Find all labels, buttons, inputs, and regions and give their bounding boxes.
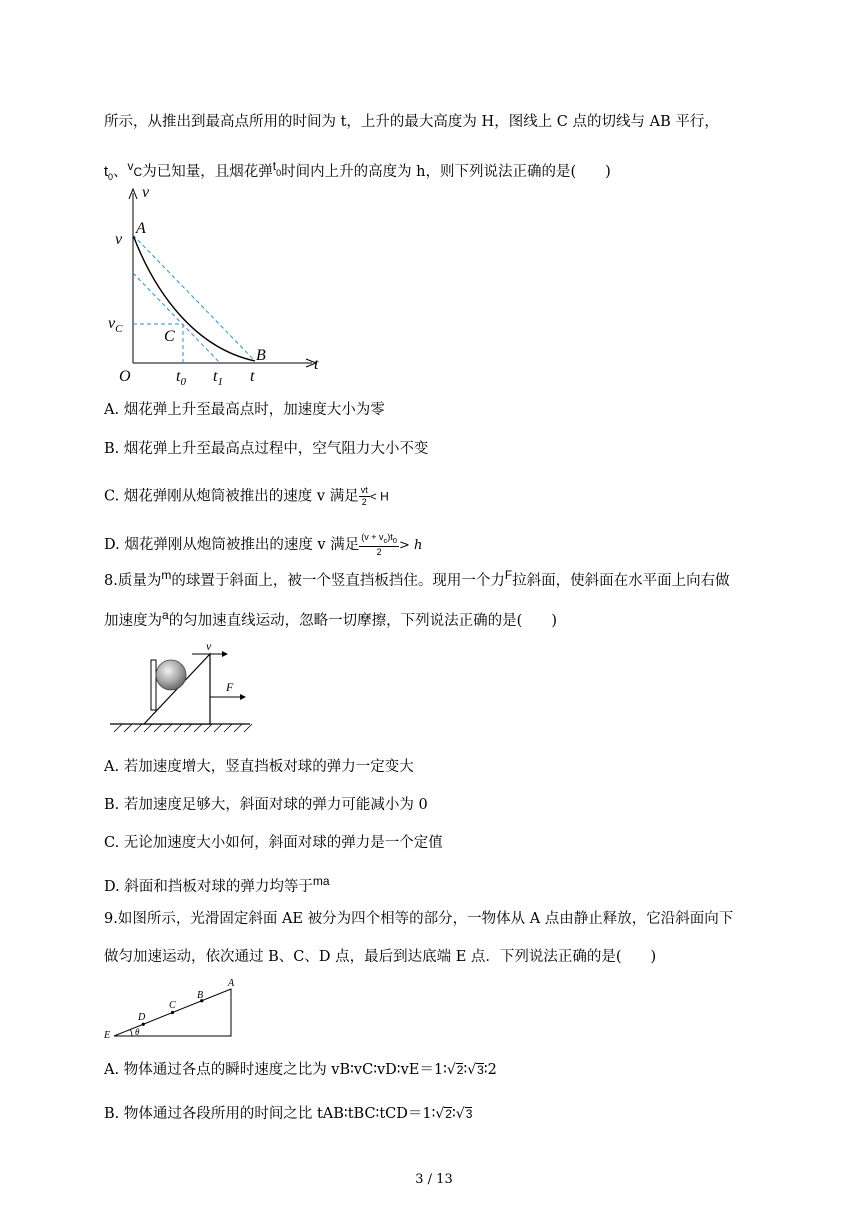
tangent-at-C: [133, 273, 220, 363]
q8-stem-line2: 加速度为$^a$的匀加速直线运动，忽略一切摩擦，下列说法正确的是( ): [104, 608, 557, 629]
point-D: [142, 1023, 145, 1026]
origin-label: O: [119, 368, 131, 385]
q9-slope-figure: [100, 975, 245, 1040]
q8-stem-line1: 8.质量为$^m$的球置于斜面上，被一个竖直挡板挡住。现用一个力$^F$拉斜面，使斜面在水平面上向右做: [104, 568, 730, 589]
q9-option-b: B. 物体通过各段所用的时间之比 tAB∶tBC∶tCD＝1∶√2∶√3: [104, 1106, 473, 1122]
label-D: D: [138, 1012, 146, 1023]
q7-t0-symbol-2: $^t$0: [272, 159, 282, 178]
velocity-label: v: [206, 640, 212, 653]
tick-v-label: v: [115, 231, 123, 248]
q9-stem-line2: 做匀加速运动，依次通过 B、C、D 点，最后到达底端 E 点．下列说法正确的是( ): [104, 949, 657, 965]
label-B: B: [197, 990, 204, 1001]
axis-v-label: v: [142, 184, 150, 201]
tick-t1-label: $t_1$: [213, 368, 223, 388]
q9-option-a: A. 物体通过各点的瞬时速度之比为 vB∶vC∶vD∶vE＝1∶√2∶√3∶2: [104, 1062, 497, 1078]
q7-option-d: D. 烟花弹刚从炮筒被推出的速度 v 满足 $\frac{(v + v_c)t_0}{2}$ > h: [104, 532, 423, 557]
q7-stem-line2: $t_0$、$^v$C为已知量，且烟花弹$^t$0时间内上升的高度为 h，则下列说法正确的是( ): [104, 159, 611, 182]
label-theta: θ: [135, 1027, 140, 1037]
axis-t-label: t: [314, 356, 319, 373]
line-AB: [133, 235, 255, 361]
point-C-label: C: [164, 328, 175, 345]
q7-t0-symbol: $t_0$: [104, 163, 114, 182]
label-E: E: [104, 1030, 111, 1040]
point-A-label: A: [136, 220, 146, 237]
q8-incline-figure: [108, 640, 258, 740]
label-A: A: [228, 978, 235, 989]
q7-c-fraction: $\frac{vt}{2}$: [360, 485, 368, 507]
q7-option-c: C. 烟花弹刚从炮筒被推出的速度 v 满足 $\frac{vt}{2}$ < H: [104, 485, 389, 507]
q7-d-fraction: $\frac{(v + v_c)t_0}{2}$: [361, 532, 397, 557]
force-label: F: [226, 680, 234, 694]
q8-option-a: A. 若加速度增大，竖直挡板对球的弹力一定变大: [104, 759, 414, 775]
ground-hatch: [114, 724, 252, 732]
vertical-baffle: [151, 660, 156, 710]
page-number: 3 / 13: [415, 1172, 453, 1187]
tick-vc-label: $v_C$: [108, 315, 123, 335]
tick-t-label: t: [250, 368, 255, 385]
q7-vt-graph: [100, 183, 330, 388]
q7-option-a: A. 烟花弹上升至最高点时，加速度大小为零: [104, 402, 385, 418]
velocity-arrowhead: [222, 651, 228, 657]
ball: [156, 660, 186, 690]
q8-option-b: B. 若加速度足够大，斜面对球的弹力可能减小为 0: [104, 797, 428, 813]
q7-option-b: B. 烟花弹上升至最高点过程中，空气阻力大小不变: [104, 441, 429, 457]
q9-stem-line1: 9.如图所示，光滑固定斜面 AE 被分为四个相等的部分，一物体从 A 点由静止释放，它沿斜面向下: [104, 911, 734, 927]
point-B-label: B: [256, 347, 266, 364]
q7-vc-symbol: $^v$C: [127, 159, 143, 179]
tick-t0-label: $t_0$: [176, 368, 186, 388]
force-arrowhead: [240, 694, 246, 700]
q7-stem-line1: 所示，从推出到最高点所用的时间为 t，上升的最大高度为 H，图线上 C 点的切线与 AB 平行，: [104, 114, 719, 130]
q8-option-d: D. 斜面和挡板对球的弹力均等于$^{ma}$: [104, 874, 330, 895]
q8-option-c: C. 无论加速度大小如何，斜面对球的弹力是一个定值: [104, 835, 443, 851]
point-C: [171, 1011, 174, 1014]
label-C: C: [169, 1000, 176, 1011]
